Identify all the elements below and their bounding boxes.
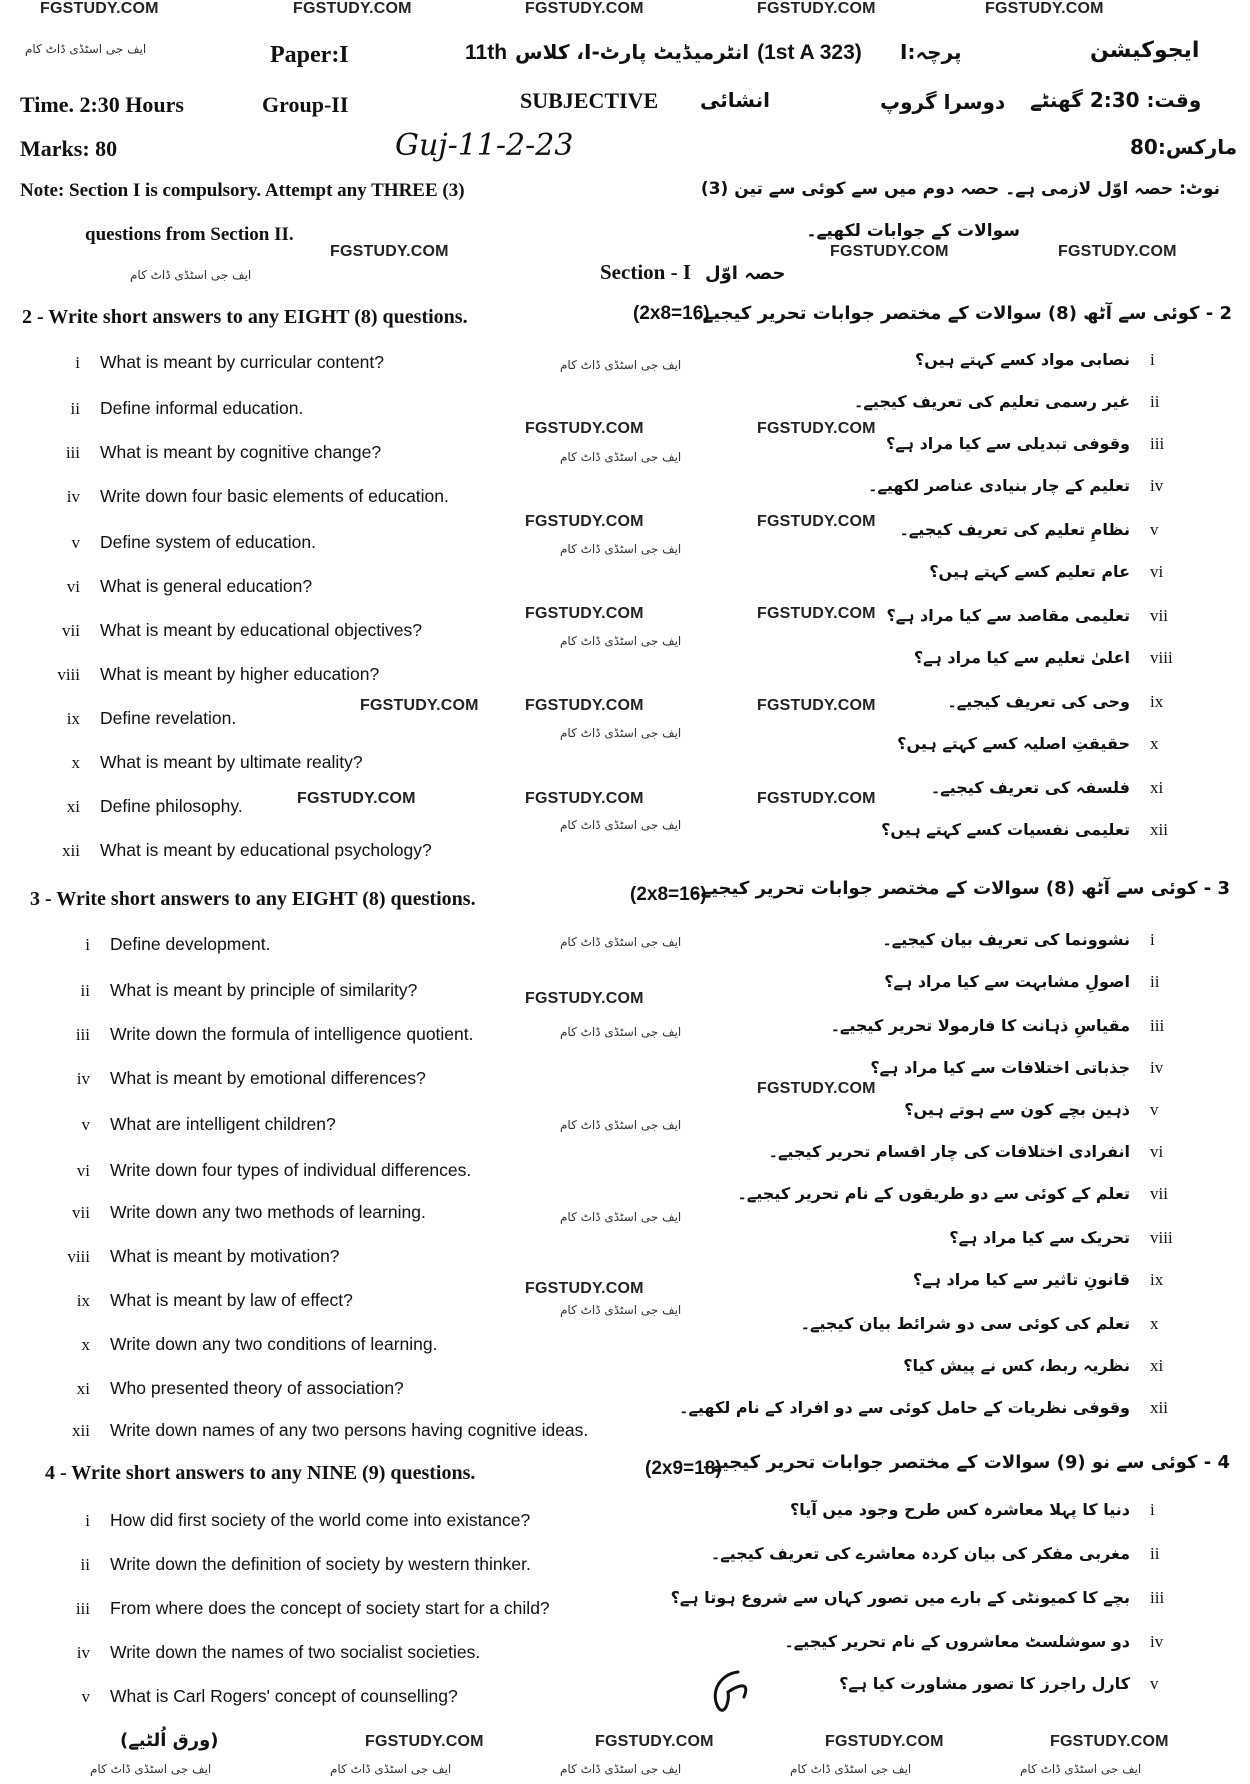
question-item-urdu: xi نظریہ ربط، کس نے پیش کیا؟ (903, 1356, 1164, 1375)
watermark-text: FGSTUDY.COM (595, 1733, 714, 1750)
marks-label: Marks: 80 (20, 136, 118, 161)
question-item-urdu: xii تعلیمی نفسیات کسے کہتے ہیں؟ (881, 820, 1168, 839)
paper-label: Paper:I (270, 42, 349, 68)
section-title-ur: حصہ اوّل (705, 263, 786, 284)
question-item-urdu: ii غیر رسمی تعلیم کی تعریف کیجیے۔ (854, 392, 1160, 411)
watermark-text: FGSTUDY.COM (40, 0, 159, 17)
note-line-2: questions from Section II. (85, 224, 294, 245)
question-item: i How did first society of the world come into existance? (85, 1510, 531, 1530)
question-item: i What is meant by curricular content? (75, 352, 385, 372)
watermark-text: FGSTUDY.COM (525, 790, 644, 807)
watermark-text: FGSTUDY.COM (525, 697, 644, 714)
question-item: vii What is meant by educational objectives? (62, 620, 422, 640)
question-item-urdu: vi انفرادی اختلافات کی چار اقسام تحریر کیجیے۔ (768, 1142, 1164, 1161)
watermark-text: FGSTUDY.COM (757, 790, 876, 807)
question-item-urdu: ix قانونِ تاثیر سے کیا مراد ہے؟ (912, 1270, 1164, 1289)
note-line-1: Note: Section I is compulsory. Attempt any THREE (3) (20, 180, 465, 201)
watermark-text: FGSTUDY.COM (525, 0, 644, 17)
question-item-urdu: iv دو سوشلسٹ معاشروں کے نام تحریر کیجیے۔ (784, 1632, 1164, 1651)
paper-label-urdu: پرچہ:I (900, 40, 962, 64)
watermark-urdu: ایف جی اسٹڈی ڈاٹ کام (560, 358, 682, 372)
time-label-urdu: وقت: 2:30 گھنٹے (1030, 88, 1202, 112)
group-label-urdu: دوسرا گروپ (880, 90, 1006, 114)
question-item-urdu: iii وقوفی تبدیلی سے کیا مراد ہے؟ (885, 434, 1165, 453)
watermark-text: FGSTUDY.COM (525, 420, 644, 437)
watermark-text: FGSTUDY.COM (297, 790, 416, 807)
question-item: xi Define philosophy. (66, 796, 243, 816)
watermark-text: FGSTUDY.COM (757, 697, 876, 714)
question-marks: (2x9=18) (645, 1458, 722, 1479)
class-en: 11th (465, 41, 508, 64)
watermark-text: FGSTUDY.COM (525, 1280, 644, 1297)
turn-over-note: (ورق اُلٹیے) (120, 1730, 219, 1751)
watermark-urdu: ایف جی اسٹڈی ڈاٹ کام (560, 450, 682, 464)
question-item-urdu: i نشوونما کی تعریف بیان کیجیے۔ (882, 930, 1155, 949)
question-heading: 2 - Write short answers to any EIGHT (8) questions. (22, 306, 468, 328)
question-item-urdu: ii اصولِ مشابہت سے کیا مراد ہے؟ (884, 972, 1160, 991)
question-item: xii What is meant by educational psychology? (62, 840, 432, 860)
question-item: ix Define revelation. (66, 708, 237, 728)
question-item: vi What is general education? (66, 576, 313, 596)
question-item-urdu: iii بچے کا کمیونٹی کے بارے میں تصور کہاں سے شروع ہوتا ہے؟ (670, 1588, 1165, 1607)
question-item-urdu: xi فلسفہ کی تعریف کیجیے۔ (930, 778, 1164, 797)
question-heading: 4 - Write short answers to any NINE (9) questions. (45, 1462, 476, 1484)
time-label: Time. 2:30 Hours (20, 92, 184, 117)
question-item: v What is Carl Rogers' concept of counselling? (81, 1686, 458, 1706)
watermark-text: FGSTUDY.COM (757, 0, 876, 17)
question-heading-urdu: 4 - کوئی سے نو (9) سوالات کے مختصر جوابات تحریر کیجیے۔ (700, 1452, 1230, 1473)
watermark-urdu: ایف جی اسٹڈی ڈاٹ کام (1020, 1762, 1142, 1776)
question-item-urdu: x تعلم کی کوئی سی دو شرائط بیان کیجیے۔ (800, 1314, 1159, 1333)
question-item: xii Write down names of any two persons having cognitive ideas. (72, 1420, 589, 1440)
question-item-urdu: viii اعلیٰ تعلیم سے کیا مراد ہے؟ (913, 648, 1173, 667)
question-item: v Define system of education. (71, 532, 316, 552)
type-label-urdu: انشائی (700, 88, 770, 112)
watermark-text: FGSTUDY.COM (757, 420, 876, 437)
watermark-text: FGSTUDY.COM (525, 513, 644, 530)
class-ur: انٹرمیڈیٹ پارٹ-I، کلاس (515, 40, 750, 64)
question-heading-urdu: 2 - کوئی سے آٹھ (8) سوالات کے مختصر جوابات تحریر کیجیے۔ (692, 303, 1232, 324)
section-title (600, 260, 786, 285)
watermark-text: FGSTUDY.COM (825, 1733, 944, 1750)
question-item-urdu: v کارل راجرز کا تصور مشاورت کیا ہے؟ (839, 1674, 1159, 1693)
question-item: viii What is meant by higher education? (57, 664, 380, 684)
watermark-text: FGSTUDY.COM (360, 697, 479, 714)
watermark-text: FGSTUDY.COM (293, 0, 412, 17)
group-label: Group-II (262, 92, 349, 117)
watermark-text: FGSTUDY.COM (525, 990, 644, 1007)
watermark-urdu: ایف جی اسٹڈی ڈاٹ کام (25, 42, 147, 56)
class-title (465, 40, 862, 65)
watermark-text: FGSTUDY.COM (330, 243, 449, 260)
question-item: ii Define informal education. (70, 398, 304, 418)
watermark-urdu: ایف جی اسٹڈی ڈاٹ کام (330, 1762, 452, 1776)
question-item-urdu: v ذہین بچے کون سے ہوتے ہیں؟ (904, 1100, 1159, 1119)
question-item-urdu: iv تعلیم کے چار بنیادی عناصر لکھیے۔ (868, 476, 1164, 495)
watermark-urdu: ایف جی اسٹڈی ڈاٹ کام (560, 726, 682, 740)
note-urdu-line-2: سوالات کے جوابات لکھیے۔ (806, 221, 1020, 241)
question-item: iv Write down four basic elements of education. (66, 486, 449, 506)
question-item-urdu: ix وحی کی تعریف کیجیے۔ (947, 692, 1164, 711)
question-item-urdu: vi عام تعلیم کسے کہتے ہیں؟ (929, 562, 1164, 581)
question-heading: 3 - Write short answers to any EIGHT (8) questions. (30, 888, 476, 910)
subject-urdu: ایجوکیشن (1090, 38, 1200, 63)
question-item-urdu: vii تعلیمی مقاصد سے کیا مراد ہے؟ (886, 606, 1168, 625)
question-item-urdu: xii وقوفی نظریات کے حامل کوئی سے دو افراد کے نام لکھیے۔ (679, 1398, 1168, 1417)
question-item: iii Write down the formula of intelligence quotient. (75, 1024, 474, 1044)
question-item-urdu: i دنیا کا پہلا معاشرہ کس طرح وجود میں آیا؟ (790, 1500, 1155, 1519)
watermark-urdu: ایف جی اسٹڈی ڈاٹ کام (90, 1762, 212, 1776)
watermark-urdu: ایف جی اسٹڈی ڈاٹ کام (560, 1118, 682, 1132)
question-item: vii Write down any two methods of learning. (72, 1202, 426, 1222)
question-item: vi Write down four types of individual differences. (76, 1160, 472, 1180)
watermark-urdu: ایف جی اسٹڈی ڈاٹ کام (560, 818, 682, 832)
question-item: ii What is meant by principle of similarity? (80, 980, 418, 1000)
watermark-urdu: ایف جی اسٹڈی ڈاٹ کام (560, 1025, 682, 1039)
watermark-text: FGSTUDY.COM (757, 513, 876, 530)
question-item: iv What is meant by emotional differences? (76, 1068, 426, 1088)
section-title-en: Section - I (600, 260, 691, 284)
watermark-urdu: ایف جی اسٹڈی ڈاٹ کام (560, 542, 682, 556)
question-item: viii What is meant by motivation? (67, 1246, 340, 1266)
watermark-urdu: ایف جی اسٹڈی ڈاٹ کام (560, 634, 682, 648)
watermark-text: FGSTUDY.COM (365, 1733, 484, 1750)
question-item: ii Write down the definition of society by western thinker. (80, 1554, 531, 1574)
question-item-urdu: ii مغربی مفکر کی بیان کردہ معاشرے کی تعریف کیجیے۔ (710, 1544, 1160, 1563)
signature-scribble (700, 1662, 760, 1722)
question-item: v What are intelligent children? (81, 1114, 336, 1134)
note-urdu-line-1: نوٹ: حصہ اوّل لازمی ہے۔ حصہ دوم میں سے کوئی سے تین (3) (700, 179, 1220, 199)
watermark-urdu: ایف جی اسٹڈی ڈاٹ کام (560, 935, 682, 949)
watermark-text: FGSTUDY.COM (525, 605, 644, 622)
watermark-text: FGSTUDY.COM (830, 243, 949, 260)
question-item: i Define development. (85, 934, 271, 954)
watermark-urdu: ایف جی اسٹڈی ڈاٹ کام (560, 1762, 682, 1776)
question-item: iii What is meant by cognitive change? (65, 442, 382, 462)
question-marks: (2x8=16) (630, 884, 707, 905)
question-item: iii From where does the concept of society start for a child? (75, 1598, 550, 1618)
question-heading-urdu: 3 - کوئی سے آٹھ (8) سوالات کے مختصر جوابات تحریر کیجیے۔ (690, 878, 1230, 899)
watermark-text: FGSTUDY.COM (757, 605, 876, 622)
question-item: iv Write down the names of two socialist societies. (76, 1642, 481, 1662)
question-item-urdu: iii مقیاسِ ذہانت کا فارمولا تحریر کیجیے۔ (830, 1016, 1165, 1035)
watermark-text: FGSTUDY.COM (1058, 243, 1177, 260)
watermark-text: FGSTUDY.COM (1050, 1733, 1169, 1750)
question-item-urdu: iv جذباتی اختلافات سے کیا مراد ہے؟ (870, 1058, 1164, 1077)
question-item: x What is meant by ultimate reality? (71, 752, 363, 772)
handwritten-date: Guj-11-2-23 (395, 128, 574, 163)
paper-code: (1st A 323) (757, 41, 862, 64)
watermark-urdu: ایف جی اسٹڈی ڈاٹ کام (130, 268, 252, 282)
question-item-urdu: i نصابی مواد کسے کہتے ہیں؟ (914, 350, 1155, 369)
watermark-urdu: ایف جی اسٹڈی ڈاٹ کام (560, 1210, 682, 1224)
question-item-urdu: v نظامِ تعلیم کی تعریف کیجیے۔ (899, 520, 1159, 539)
watermark-urdu: ایف جی اسٹڈی ڈاٹ کام (790, 1762, 912, 1776)
question-marks: (2x8=16) (633, 303, 710, 324)
marks-label-urdu: مارکس:80 (1130, 135, 1238, 159)
watermark-text: FGSTUDY.COM (985, 0, 1104, 17)
question-item: x Write down any two conditions of learning. (81, 1334, 438, 1354)
watermark-urdu: ایف جی اسٹڈی ڈاٹ کام (560, 1303, 682, 1317)
type-label: SUBJECTIVE (520, 88, 659, 113)
watermark-text: FGSTUDY.COM (757, 1080, 876, 1097)
question-item: xi Who presented theory of association? (76, 1378, 404, 1398)
question-item: ix What is meant by law of effect? (76, 1290, 353, 1310)
question-item-urdu: viii تحریک سے کیا مراد ہے؟ (949, 1228, 1173, 1247)
question-item-urdu: x حقیقتِ اصلیہ کسے کہتے ہیں؟ (897, 734, 1159, 753)
question-item-urdu: vii تعلم کے کوئی سے دو طریقوں کے نام تحریر کیجیے۔ (737, 1184, 1168, 1203)
